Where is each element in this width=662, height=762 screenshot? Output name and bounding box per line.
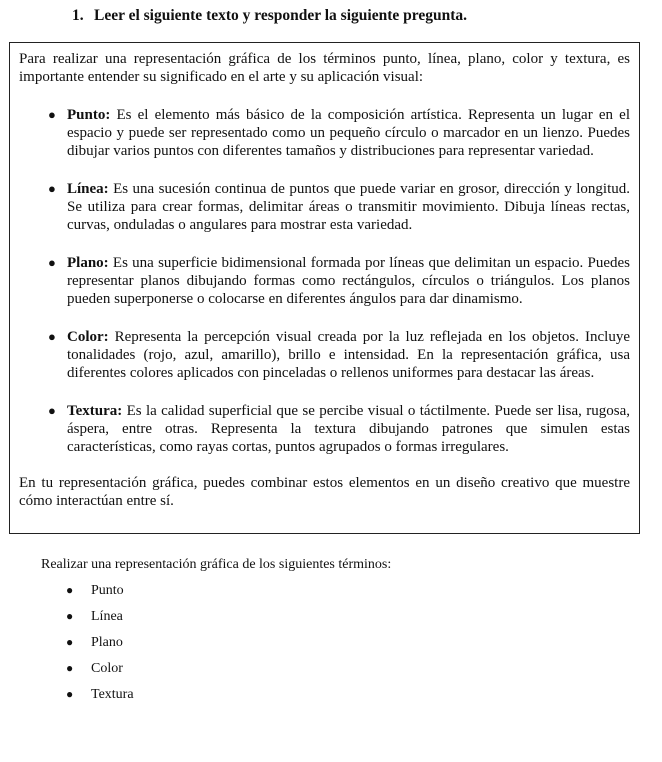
term-label: Color	[91, 661, 123, 676]
definition-term: Línea:	[67, 181, 109, 197]
definition-term: Plano:	[67, 255, 109, 271]
bullet-icon: ●	[66, 583, 74, 597]
definition-item-plano	[19, 254, 630, 308]
question-text: Leer el siguiente texto y responder la siguiente pregunta.	[94, 7, 467, 24]
definition-item-linea	[19, 180, 630, 234]
term-item	[66, 608, 134, 634]
bullet-icon: ●	[66, 635, 74, 649]
definition-term: Punto:	[67, 107, 111, 123]
definition-text: Es una superficie bidimensional formada por líneas que delimitan un espacio. Puedes representar planos dibujando formas como rectángulos, círculos o triángulos. Los planos pueden superponerse o colocarse en diferentes ángulos para dar dinamismo.	[67, 255, 630, 307]
term-item	[66, 582, 134, 608]
term-label: Línea	[91, 609, 123, 624]
bullet-icon: ●	[66, 687, 74, 701]
bullet-icon: ●	[48, 255, 56, 270]
term-item	[66, 634, 134, 660]
outro-paragraph: En tu representación gráfica, puedes combinar estos elementos en un diseño creativo que muestre cómo interactúan entre sí.	[19, 475, 630, 509]
bullet-icon: ●	[48, 181, 56, 196]
definition-item-color	[19, 328, 630, 382]
term-label: Punto	[91, 583, 124, 598]
intro-paragraph: Para realizar una representación gráfica de los términos punto, línea, plano, color y textura, es importante entender su significado en el arte y su aplicación visual:	[19, 51, 630, 85]
term-item	[66, 660, 134, 686]
definition-item-textura	[19, 402, 630, 456]
task-instruction: Realizar una representación gráfica de los siguientes términos:	[41, 557, 392, 572]
term-label: Textura	[91, 687, 134, 702]
terms-list	[66, 582, 134, 712]
definition-term: Textura:	[67, 403, 123, 419]
term-item	[66, 686, 134, 712]
definition-item-punto	[19, 106, 630, 160]
term-label: Plano	[91, 635, 123, 650]
reading-box	[9, 42, 640, 534]
bullet-icon: ●	[66, 609, 74, 623]
definition-text: Es el elemento más básico de la composición artística. Representa un lugar en el espacio y puede ser representado como un pequeño círculo o marcador en un lienzo. Puedes dibujar varios puntos con diferentes tamaños y distribuciones para representar variedad.	[67, 107, 630, 159]
bullet-icon: ●	[66, 661, 74, 675]
bullet-icon: ●	[48, 107, 56, 122]
question-heading	[72, 7, 467, 25]
definition-term: Color:	[67, 329, 109, 345]
definitions-list	[19, 106, 630, 456]
definition-text: Es la calidad superficial que se percibe visual o táctilmente. Puede ser lisa, rugosa, áspera, entre otras. Representa la textura dibujando patrones que simulen estas características, como rayas cortas, puntos agrupados o formas irregulares.	[67, 403, 630, 455]
definition-text: Representa la percepción visual creada por la luz reflejada en los objetos. Incluye tonalidades (rojo, azul, amarillo), brillo e intensidad. En la representación gráfica, usa diferentes colores aplicados con pinceladas o rellenos uniformes para destacar las áreas.	[67, 329, 630, 381]
question-number: 1.	[72, 7, 84, 24]
bullet-icon: ●	[48, 403, 56, 418]
definition-text: Es una sucesión continua de puntos que puede variar en grosor, dirección y longitud. Se utiliza para crear formas, delimitar áreas o transmitir movimiento. Dibuja líneas rectas, curvas, onduladas o angulares para mostrar esta variedad.	[67, 181, 630, 233]
bullet-icon: ●	[48, 329, 56, 344]
